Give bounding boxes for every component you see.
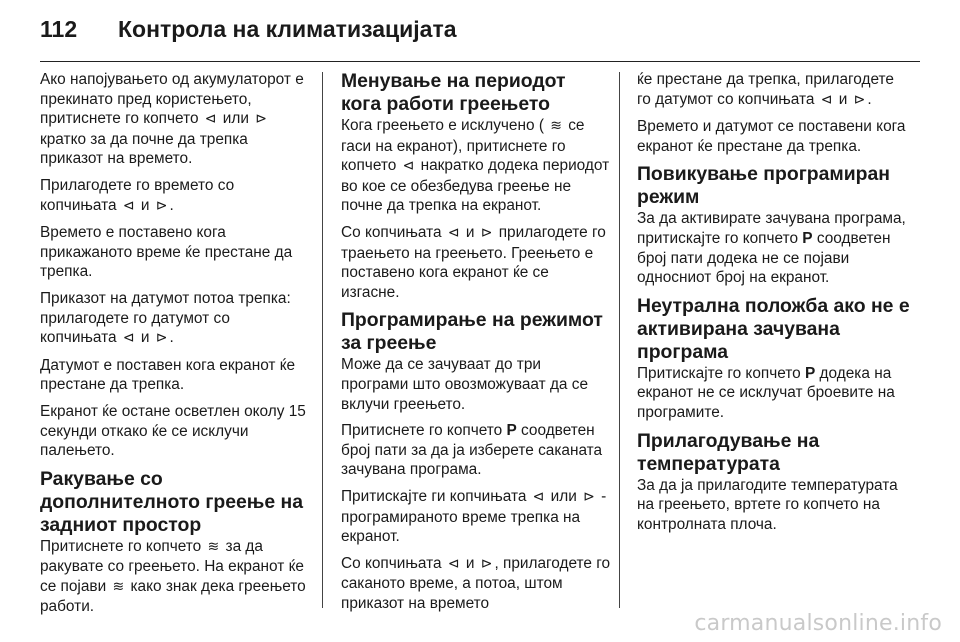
page-title: Контрола на климатизацијата — [118, 16, 457, 42]
column-2 — [341, 70, 611, 620]
paragraph: Притиснете го копчето P соодветен број пати за да ја изберете саканата зачувана програма. — [341, 422, 603, 479]
watermark: carmanualsonline.info — [694, 611, 942, 636]
column-divider-1 — [322, 72, 323, 608]
section-heading: Неутрална положба ако не е активирана зачувана програма — [637, 294, 910, 363]
right-arrow-icon: ⊳ — [155, 197, 168, 214]
column-divider-2 — [619, 72, 620, 608]
page-number: 112 — [40, 16, 78, 42]
paragraph: Со копчињата ⊲ и ⊳ прилагодете го траењето на греењето. Греењето е поставено кога екранот ќе се изгасне. — [341, 223, 606, 301]
p-button-label: P — [802, 229, 813, 247]
heating-icon: ≋ — [550, 118, 562, 134]
heating-icon: ≋ — [207, 538, 220, 555]
p-button-label: P — [805, 364, 816, 382]
right-arrow-icon: ⊳ — [155, 330, 168, 347]
left-arrow-icon: ⊲ — [122, 197, 135, 214]
paragraph: Притиснете го копчето ≋ за да ракувате со греењето. На екранот ќе се појави ≋ како знак дека греењето работи. — [40, 537, 306, 616]
page-header — [40, 16, 457, 43]
left-arrow-icon: ⊲ — [447, 555, 460, 572]
paragraph: Времето е поставено кога прикажаното време ќе престане да трепка. — [40, 224, 293, 281]
paragraph: ќе престане да трепка, прилагодете го датумот со копчињата ⊲ и ⊳ . — [637, 70, 912, 110]
paragraph: За да активирате зачувана програма, притискајте го копчето P соодветен број пати додека не се појави односниот број на екранот. — [637, 210, 906, 287]
right-arrow-icon: ⊳ — [583, 488, 595, 505]
paragraph: Датумот е поставен кога екранот ќе престане да трепка. — [40, 356, 296, 394]
heating-icon: ≋ — [112, 578, 125, 595]
paragraph: Ако напојувањето од акумулаторот е прекинато пред користењето, притиснете го копчето ⊲ или ⊳ кратко за да почне да трепка приказот на времето. — [40, 71, 304, 168]
left-arrow-icon: ⊲ — [402, 158, 415, 175]
left-arrow-icon: ⊲ — [447, 224, 460, 241]
section-heading: Менување на периодот кога работи греењето — [341, 70, 566, 115]
section-heading: Програмирање на режимот за греење — [341, 309, 603, 355]
paragraph: Кога греењето е исклучено ( ≋ се гаси на екранот), притиснете го копчето ⊲ накратко додека периодот во кое се обезбедува греење не почне да трепка на екранот. — [341, 117, 610, 215]
paragraph: Притискајте го копчето P додека на екранот не се исклучат броевите на програмите. — [637, 364, 895, 421]
left-arrow-icon: ⊲ — [204, 111, 217, 128]
section-heading: Прилагодување на температурата — [637, 429, 820, 475]
column-3 — [637, 70, 912, 541]
p-button-label: P — [506, 422, 517, 440]
paragraph: Притискајте ги копчињата ⊲ или ⊳ - програмираното време трепка на екранот. — [341, 487, 607, 546]
right-arrow-icon: ⊳ — [853, 91, 866, 108]
paragraph: Може да се зачуваат до три програми што овозможуваат да се вклучи греењето. — [341, 356, 589, 413]
right-arrow-icon: ⊳ — [480, 224, 493, 241]
paragraph: За да ја прилагодите температурата на греењето, вртете го копчето на контролната плоча. — [637, 476, 898, 533]
paragraph: Прилагодете го времето со копчињата ⊲ и ⊳ . — [40, 176, 310, 216]
paragraph: Со копчињата ⊲ и ⊳ , прилагодете го саканото време, а потоа, штом приказот на времето — [341, 554, 611, 612]
paragraph: Екранот ќе остане осветлен околу 15 секунди откако ќе се исклучи палењето. — [40, 402, 306, 460]
paragraph: Приказот на датумот потоа трепка: прилагодете го датумот со копчињата ⊲ и ⊳ . — [40, 289, 310, 349]
left-arrow-icon: ⊲ — [532, 488, 545, 505]
right-arrow-icon: ⊳ — [480, 555, 493, 572]
header-rule — [40, 61, 920, 62]
paragraph: Времето и датумот се поставени кога екранот ќе престане да трепка. — [637, 118, 906, 155]
section-heading: Ракување со дополнителното греење на задниот простор — [40, 467, 304, 536]
left-arrow-icon: ⊲ — [122, 330, 135, 347]
section-heading: Повикување програмиран режим — [637, 163, 891, 209]
left-arrow-icon: ⊲ — [820, 91, 833, 108]
right-arrow-icon: ⊳ — [255, 111, 267, 128]
column-1 — [40, 70, 310, 624]
